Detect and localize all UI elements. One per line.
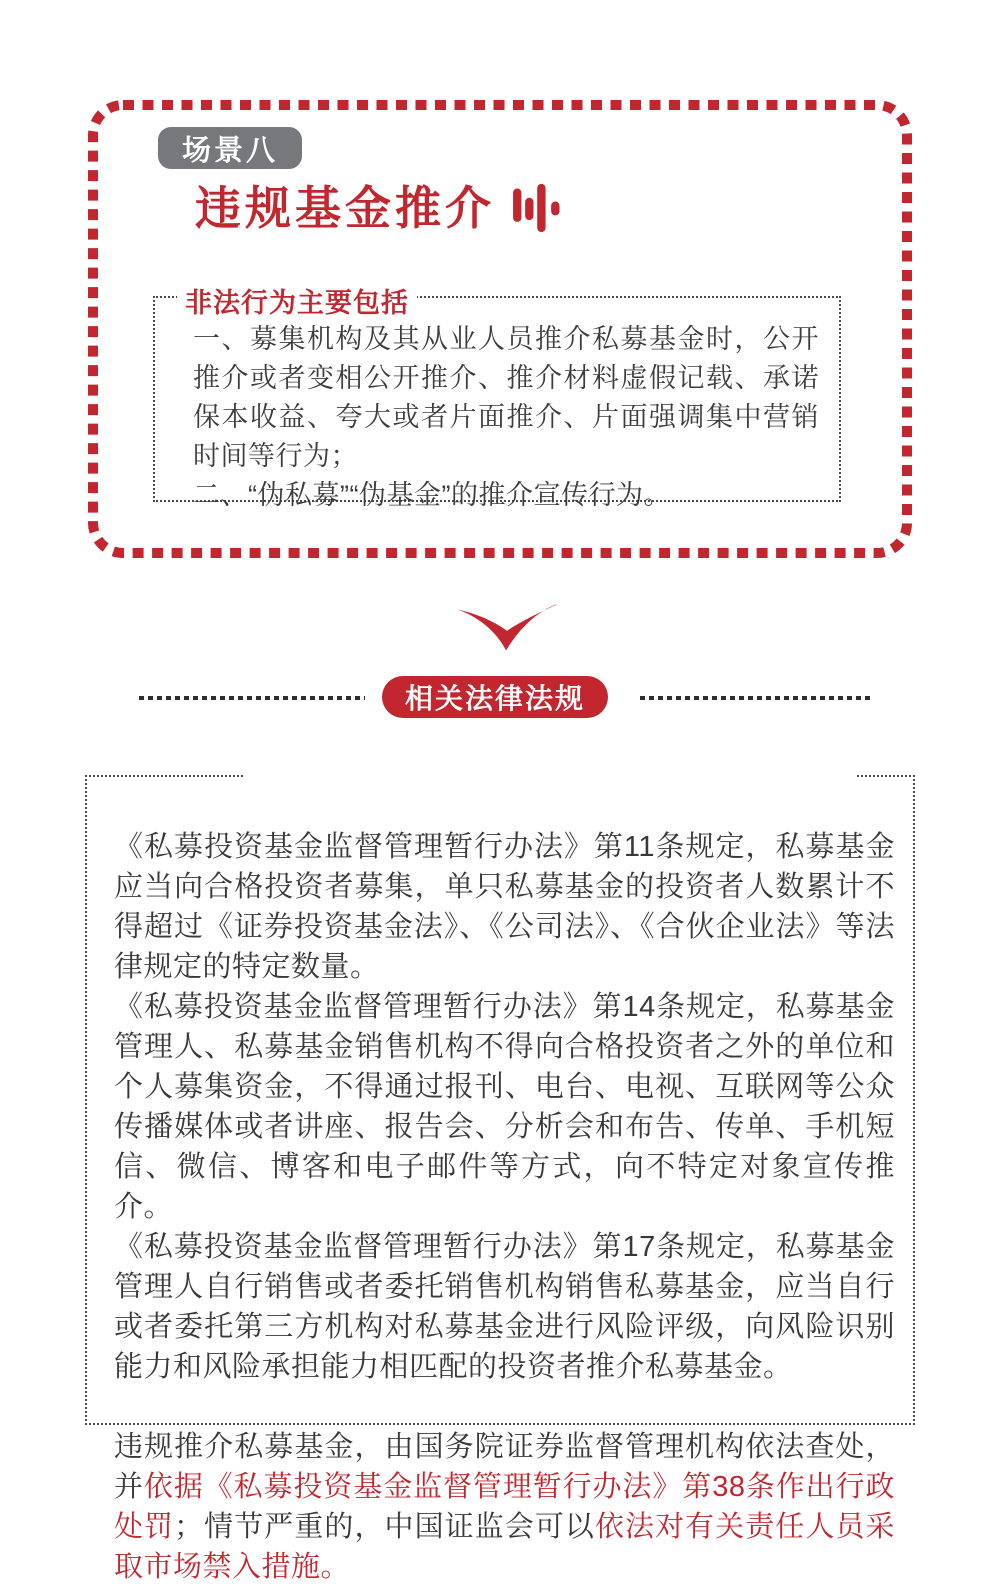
illegal-acts-body [155, 298, 839, 515]
illegal-acts-box [153, 288, 841, 510]
law-paragraph-article14: 《私募投资基金监督管理暂行办法》第14条规定，私募基金管理人、私募基金销售机构不得向合格投资者之外的单位和个人募集资金，不得通过报刊、电台、电视、互联网等公众传播媒体或者讲座、报告会、分析会和布告、传单、手机短信、微信、博客和电子邮件等方式，向不特定对象宣传推介。 [114, 991, 895, 1223]
penalty-highlight-market-ban: 依法对有关责任人员采取市场禁入措施。 [114, 1511, 895, 1583]
left-dash-divider [139, 696, 365, 700]
page-title: 违规基金推介 [195, 182, 495, 235]
illegal-act-item: 二、“伪私募”“伪基金”的推介宣传行为。 [193, 480, 671, 510]
right-dash-divider [640, 696, 873, 700]
law-content [87, 777, 913, 1587]
waveform-icon [511, 182, 569, 239]
title-row [195, 178, 569, 239]
law-box [85, 775, 915, 1583]
law-paragraph-article11: 《私募投资基金监督管理暂行办法》第11条规定，私募基金应当向合格投资者募集，单只私募基金的投资者人数累计不得超过《证券投资基金法》、《公司法》、《合伙企业法》等法律规定的特定数量。 [114, 831, 895, 983]
chevron-down-icon [452, 600, 564, 656]
penalty-text: ；情节严重的，中国证监会可以 [174, 1511, 595, 1543]
law-paragraph-penalty [114, 1427, 895, 1587]
law-paragraph-article17: 《私募投资基金监督管理暂行办法》第17条规定，私募基金管理人自行销售或者委托销售机构销售私募基金，应当自行或者委托第三方机构对私募基金进行风险评级，向风险识别能力和风险承担能力相匹配的投资者推介私募基金。 [114, 1231, 895, 1383]
law-box-top-gap [243, 773, 855, 781]
illegal-act-item: 一、募集机构及其从业人员推介私募基金时，公开推介或者变相公开推介、推介材料虚假记载、承诺保本收益、夸大或者片面推介、片面强调集中营销时间等行为； [193, 324, 819, 471]
section-badge [382, 676, 608, 718]
penalty-text: 违规推介私募基金，由国务院证券监督管理机构依法查处，并 [114, 1431, 895, 1503]
scene-badge-label: 场景八 [181, 134, 278, 167]
penalty-highlight-article38: 依据《私募投资基金监督管理暂行办法》第38条作出行政处罚 [114, 1471, 895, 1543]
section-header-row [0, 676, 1000, 720]
scene-panel [88, 100, 912, 558]
illegal-acts-label: 非法行为主要包括 [177, 281, 417, 320]
scene-badge [158, 127, 302, 169]
section-badge-label: 相关法律法规 [404, 683, 585, 714]
